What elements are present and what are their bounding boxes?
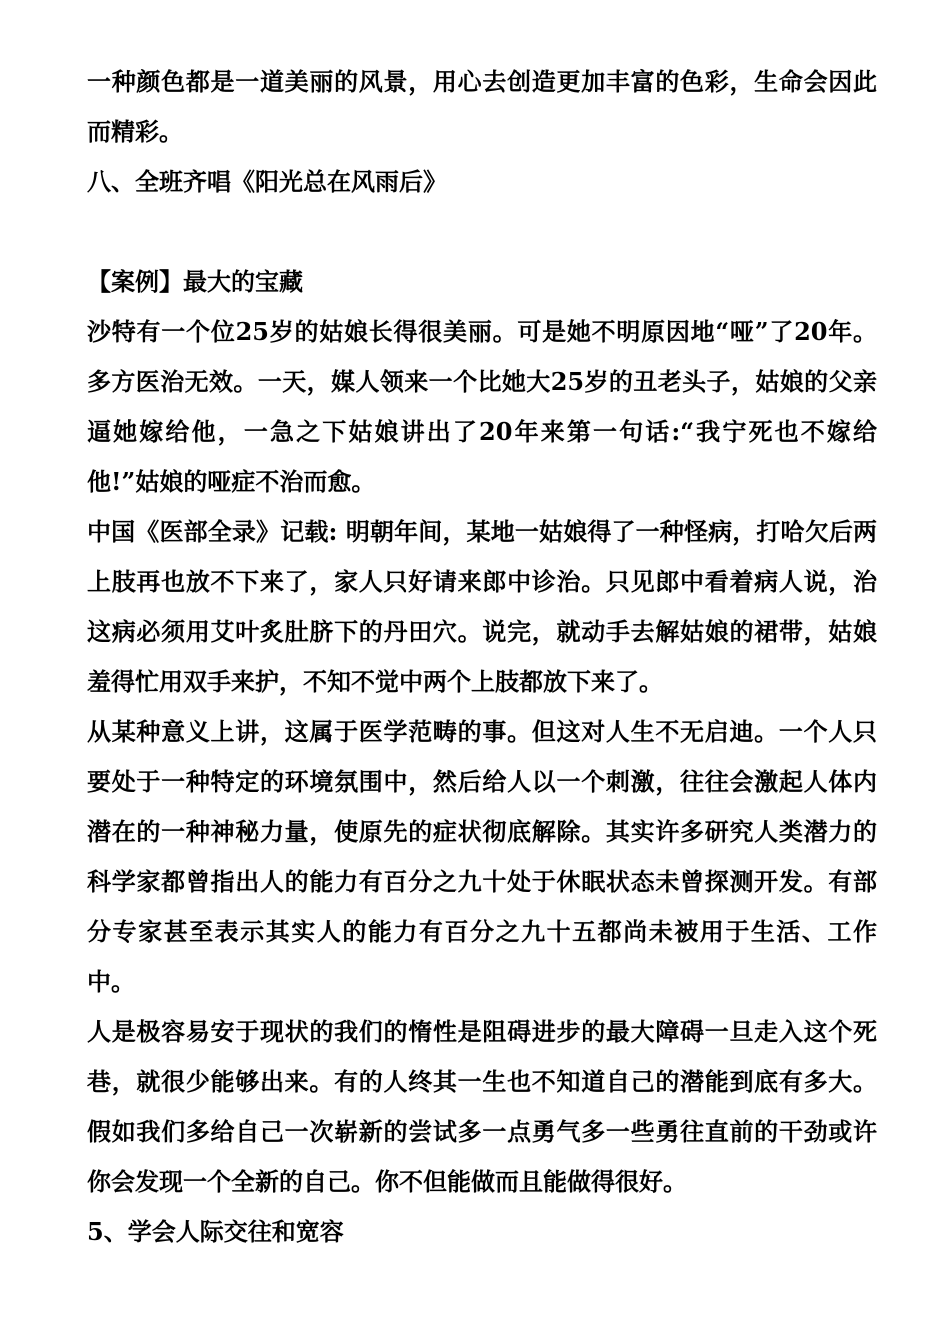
section-heading-sing-song: 八、全班齐唱《阳光总在风雨后》 (87, 167, 447, 196)
case-title: 【案例】最大的宝藏 (87, 267, 303, 296)
blank-line (87, 207, 877, 257)
document-page (87, 57, 877, 1257)
paragraph-inertia: 人是极容易安于现状的我们的惰性是阻碍进步的最大障碍一旦走入这个死巷，就很少能够出来。有的人终其一生也不知道自己的潜能到底有多大。假如我们多给自己一次崭新的尝试多一点勇气多一些勇往直前的干劲或许你会发现一个全新的自己。你不但能做而且能做得很好。 (87, 1017, 877, 1196)
paragraph-saudi-girl: 沙特有一个位25岁的姑娘长得很美丽。可是她不明原因地“哑”了20年。多方医治无效。一天，媒人领来一个比她大25岁的丑老头子，姑娘的父亲逼她嫁给他，一急之下姑娘讲出了20年来第一句话:“我宁死也不嫁给他!”姑娘的哑症不治而愈。 (87, 317, 877, 496)
paragraph-colors-conclusion: 一种颜色都是一道美丽的风景，用心去创造更加丰富的色彩，生命会因此而精彩。 (87, 67, 877, 146)
paragraph-human-potential: 从某种意义上讲，这属于医学范畴的事。但这对人生不无启迪。一个人只要处于一种特定的环境氛围中，然后给人以一个刺激，往往会激起人体内潜在的一种神秘力量，使原先的症状彻底解除。其实许多研究人类潜力的科学家都曾指出人的能力有百分之九十处于休眠状态未曾探测开发。有部分专家甚至表示其实人的能力有百分之九十五都尚未被用于生活、工作中。 (87, 717, 877, 996)
paragraph-medical-record: 中国《医部全录》记载: 明朝年间，某地一姑娘得了一种怪病，打哈欠后两上肢再也放不下来了，家人只好请来郎中诊治。只见郎中看着病人说，治这病必须用艾叶炙肚脐下的丹田穴。说完，就动手去解姑娘的裙带，姑娘羞得忙用双手来护，不知不觉中两个上肢都放下来了。 (87, 517, 877, 696)
section-heading-interpersonal: 5、学会人际交往和宽容 (87, 1217, 344, 1246)
